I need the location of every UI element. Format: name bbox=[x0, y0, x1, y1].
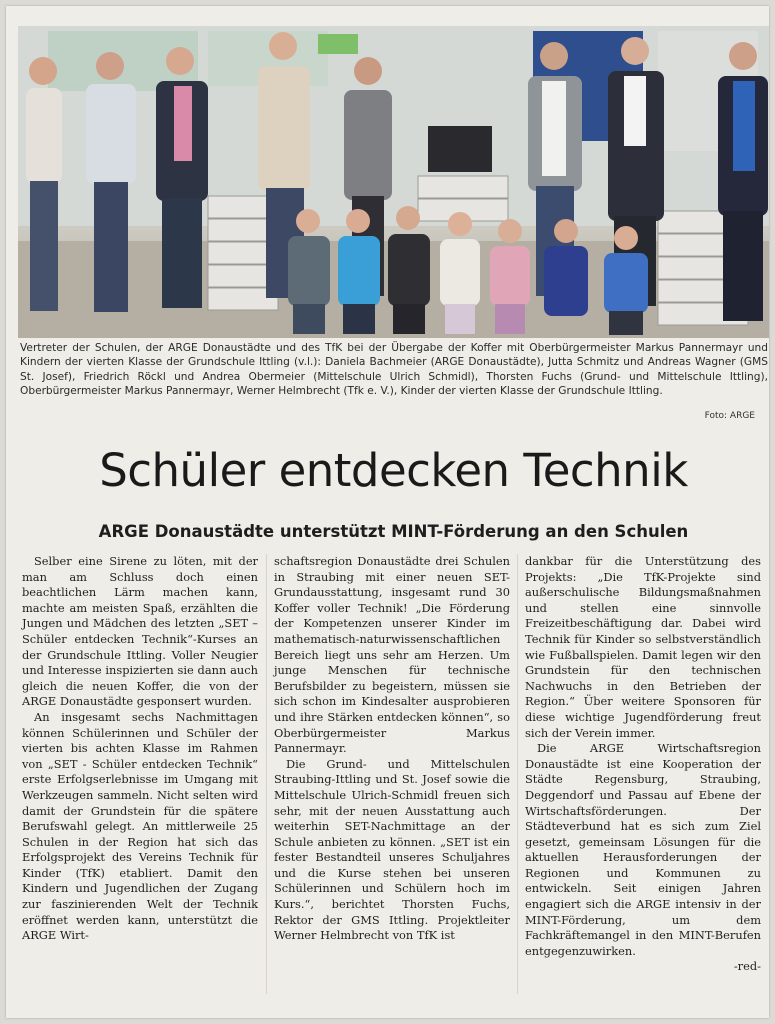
article-column-1 bbox=[22, 554, 258, 944]
article-column-3 bbox=[525, 554, 761, 975]
group-photo-illustration bbox=[18, 26, 769, 338]
column-divider bbox=[266, 554, 267, 994]
article-column-2 bbox=[274, 554, 510, 944]
article-headline: Schüler entdecken Technik bbox=[99, 444, 688, 497]
paragraph: Selber eine Sirene zu löten, mit der man am Schluss doch einen beachtlichen Lärm machen kann, machte am meisten Spaß, erzählten die Jungen und Mädchen des letzten „SET – Schüler entdecken Technik“-Kurses an der Grundschule Ittling. Voller Neugier und Interesse inspizierten sie dann auch gleich die neuen Koffer, die von der ARGE Donaustädte gesponsert wurden. bbox=[22, 554, 258, 709]
column-divider bbox=[517, 554, 518, 994]
author-signoff: -red- bbox=[733, 959, 761, 974]
group-photo bbox=[18, 26, 769, 338]
paragraph: dankbar für die Unterstützung des Projekts: „Die TfK-Projekte sind außerschulische Bildungsmaßnahmen und stellen eine sinnvolle Freizeitbeschäftigung dar. Dabei wird Technik für Kinder so selbstverständlich wie Fußballspielen. Damit legen wir den Grundstein für den technischen Nachwuchs in den Betrieben der Region.“ Über weitere Sponsoren für diese wichtige Jugendförderung freut sich der Verein immer. bbox=[525, 554, 761, 740]
photo-credit: Foto: ARGE bbox=[704, 411, 755, 421]
article-subheadline: ARGE Donaustädte unterstützt MINT-Förderung an den Schulen bbox=[98, 522, 689, 541]
paragraph: schaftsregion Donaustädte drei Schulen in Straubing mit einer neuen SET-Grundausstattung, insgesamt rund 30 Koffer voller Technik! „Die Förderung der Kompetenzen unserer Kinder im mathematisch-naturwissenschaftlichen Bereich liegt uns sehr am Herzen. Um junge Menschen für technische Berufsbilder zu begeistern, müssen sie sich schon im Kindesalter ausprobieren und ihre Stärken entdecken können“, so Oberbürgermeister Markus Pannermayr. bbox=[274, 554, 510, 756]
paragraph: Die Grund- und Mittelschulen Straubing-Ittling und St. Josef sowie die Mittelschule Ulrich-Schmidl freuen sich sehr, mit der neuen Ausstattung auch weiterhin SET-Nachmittage an der Schule anbieten zu können. „SET ist ein fester Bestandteil unseres Schuljahres und die Kurse stehen bei unseren Schülerinnen und Schülern hoch im Kurs.“, berichtet Thorsten Fuchs, Rektor der GMS Ittling. Projektleiter Werner Helmbrecht von TfK ist bbox=[274, 756, 510, 943]
paragraph: An insgesamt sechs Nachmittagen können Schülerinnen und Schüler der vierten bis achten Klasse im Rahmen von „SET - Schüler entdecken Technik“ erste Erfolgserlebnisse im Umgang mit Werkzeugen sammeln. Nicht selten wird damit der Grundstein für die spätere Berufswahl gelegt. An mittlerweile 25 Schulen in der Region hat sich das Erfolgsprojekt des Vereins Technik für Kinder (TfK) etabliert. Damit den Kindern und Jugendlichen der Zugang zur faszinierenden Welt der Technik eröffnet werden kann, unterstützt die ARGE Wirt- bbox=[22, 709, 258, 943]
paragraph: Die ARGE Wirtschaftsregion Donaustädte ist eine Kooperation der Städte Regensburg, Straubing, Deggendorf und Passau auf Ebene der Wirtschaftsförderungen. Der Städteverbund hat es sich zum Ziel gesetzt, gemeinsam Lösungen für die aktuellen Herausforderungen der Regionen und Kommunen zu entwickeln. Seit einigen Jahren engagiert sich die ARGE intensiv in der MINT-Förderung, um dem Fachkräftemangel in den MINT-Berufen entgegenzuwirken. bbox=[525, 741, 761, 958]
newspaper-clipping bbox=[6, 6, 769, 1018]
photo-caption: Vertreter der Schulen, der ARGE Donaustädte und des TfK bei der Übergabe der Koffer mit Oberbürgermeister Markus Pannermayr und Kindern der vierten Klasse der Grundschule Ittling (v.l.): Daniela Bachmeier (ARGE Donaustädte), Jutta Schmitz und Andreas Wagner (GMS St. Josef), Friedrich Röckl und Andrea Obermeier (Mittelschule Ulrich Schmidl), Thorsten Fuchs (Grund- und Mittelschule Ittling), Oberbürgermeister Markus Pannermayr, Werner Helmbrecht (Tfk e. V.), Kinder der vierten Klasse der Grundschule Ittling. bbox=[20, 342, 768, 397]
